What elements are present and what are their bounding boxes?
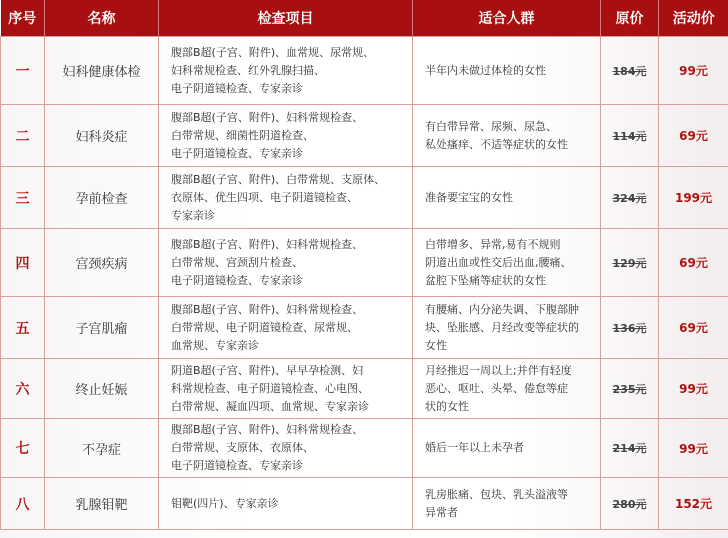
row-index: 五 — [1, 297, 45, 359]
row-index: 一 — [1, 37, 45, 105]
promo-price: 99元 — [659, 419, 728, 478]
table-row — [1, 37, 728, 105]
original-price: 129元 — [601, 229, 659, 297]
checkup-item-line: 科常规检查、电子阴道镜检查、心电图、 — [171, 381, 369, 395]
target-group-line: 块、坠胀感、月经改变等症状的 — [425, 320, 579, 334]
checkup-item-line: 电子阴道镜检查、专家亲诊 — [171, 273, 303, 287]
package-name: 宫颈疾病 — [45, 229, 159, 297]
checkup-items — [159, 297, 413, 359]
target-group-line: 半年内未做过体检的女性 — [425, 63, 546, 77]
checkup-item-line: 腹部B超(子宫、附件)、妇科常规检查、 — [171, 423, 364, 436]
checkup-items — [159, 419, 413, 478]
package-name: 妇科健康体检 — [45, 37, 159, 105]
promo-price: 69元 — [659, 229, 728, 297]
header-index: 序号 — [1, 0, 45, 37]
target-group-line: 恶心、呕吐、头晕、倦怠等症 — [425, 381, 568, 395]
checkup-item-line: 腹部B超(子宫、附件)、妇科常规检查、 — [171, 302, 364, 316]
promo-price: 199元 — [659, 167, 728, 229]
checkup-item-line: 电子阴道镜检查、专家亲诊 — [171, 146, 303, 160]
checkup-item-line: 血常规、专家亲诊 — [171, 338, 259, 352]
target-group — [413, 359, 601, 419]
target-group-line: 状的女性 — [425, 399, 469, 413]
checkup-items — [159, 167, 413, 229]
table-row — [1, 478, 728, 530]
original-price: 136元 — [601, 297, 659, 359]
package-name: 不孕症 — [45, 419, 159, 478]
checkup-items — [159, 37, 413, 105]
row-index: 四 — [1, 229, 45, 297]
target-group — [413, 37, 601, 105]
checkup-item-line: 白带常规、细菌性阴道检查、 — [171, 128, 314, 142]
target-group-line: 准备要宝宝的女性 — [425, 190, 513, 204]
table-row — [1, 419, 728, 478]
target-group-line: 有腰痛、内分泌失调、下腹部肿 — [425, 302, 579, 316]
checkup-items — [159, 229, 413, 297]
target-group-line: 异常者 — [425, 505, 458, 519]
target-group-line: 女性 — [425, 338, 447, 352]
table-row — [1, 359, 728, 419]
header-name: 名称 — [45, 0, 159, 37]
checkup-item-line: 腹部B超(子宫、附件)、妇科常规检查、 — [171, 237, 364, 251]
package-name: 乳腺钼靶 — [45, 478, 159, 530]
checkup-item-line: 腹部B超(子宫、附件)、血常规、尿常规、 — [171, 45, 375, 59]
target-group-line: 乳房胀痛、包块、乳头溢液等 — [425, 487, 568, 501]
target-group-line: 阴道出血或性交后出血,腰痛、 — [425, 255, 572, 269]
checkup-item-line: 阴道B超(子宫、附件)、早早孕检测、妇 — [171, 363, 364, 377]
checkup-item-line: 腹部B超(子宫、附件)、妇科常规检查、 — [171, 110, 364, 124]
promo-price: 152元 — [659, 478, 728, 530]
original-price: 114元 — [601, 105, 659, 167]
checkup-item-line: 电子阴道镜检查、专家亲诊 — [171, 459, 303, 472]
target-group-line: 私处瘙痒、不适等症状的女性 — [425, 137, 568, 151]
original-price: 280元 — [601, 478, 659, 530]
row-index: 三 — [1, 167, 45, 229]
target-group — [413, 478, 601, 530]
checkup-item-line: 电子阴道镜检查、专家亲诊 — [171, 81, 303, 95]
header-promo-price: 活动价 — [659, 0, 728, 37]
header-target: 适合人群 — [413, 0, 601, 37]
promo-price: 99元 — [659, 37, 728, 105]
promo-price: 69元 — [659, 297, 728, 359]
package-name: 子宫肌瘤 — [45, 297, 159, 359]
original-price: 235元 — [601, 359, 659, 419]
target-group-line: 有白带异常、尿频、尿急、 — [425, 119, 557, 133]
target-group-line: 盆腔下坠痛等症状的女性 — [425, 273, 546, 287]
checkup-item-line: 白带常规、支原体、衣原体、 — [171, 441, 314, 454]
original-price: 214元 — [601, 419, 659, 478]
promo-price: 69元 — [659, 105, 728, 167]
target-group-line: 月经推迟一周以上;并伴有轻度 — [425, 363, 572, 377]
checkup-item-line: 白带常规、电子阴道镜检查、尿常规、 — [171, 320, 358, 334]
table-header-row — [1, 0, 728, 37]
checkup-items — [159, 105, 413, 167]
table-row — [1, 167, 728, 229]
package-name: 孕前检查 — [45, 167, 159, 229]
target-group-line: 婚后一年以上未孕者 — [425, 441, 524, 454]
target-group — [413, 229, 601, 297]
original-price: 184元 — [601, 37, 659, 105]
row-index: 八 — [1, 478, 45, 530]
checkup-item-line: 白带常规、凝血四项、血常规、专家亲诊 — [171, 399, 369, 413]
checkup-item-line: 腹部B超(子宫、附件)、白带常规、支原体、 — [171, 172, 386, 186]
checkup-item-line: 白带常规、宫颈刮片检查、 — [171, 255, 303, 269]
promo-price: 99元 — [659, 359, 728, 419]
package-name: 妇科炎症 — [45, 105, 159, 167]
target-group — [413, 297, 601, 359]
table-row — [1, 229, 728, 297]
target-group — [413, 419, 601, 478]
checkup-item-line: 钼靶(四片)、专家亲诊 — [171, 496, 279, 510]
table-row — [1, 297, 728, 359]
target-group — [413, 105, 601, 167]
target-group — [413, 167, 601, 229]
checkup-item-line: 专家亲诊 — [171, 208, 215, 222]
row-index: 二 — [1, 105, 45, 167]
checkup-item-line: 妇科常规检查、红外乳腺扫描、 — [171, 63, 325, 77]
header-items: 检查项目 — [159, 0, 413, 37]
header-original-price: 原价 — [601, 0, 659, 37]
checkup-items — [159, 359, 413, 419]
checkup-item-line: 衣原体、优生四项、电子阴道镜检查、 — [171, 190, 358, 204]
table-row — [1, 105, 728, 167]
original-price: 324元 — [601, 167, 659, 229]
row-index: 七 — [1, 419, 45, 478]
target-group-line: 白带增多、异常,易有不规则 — [425, 237, 561, 251]
checkup-items — [159, 478, 413, 530]
row-index: 六 — [1, 359, 45, 419]
package-name: 终止妊娠 — [45, 359, 159, 419]
